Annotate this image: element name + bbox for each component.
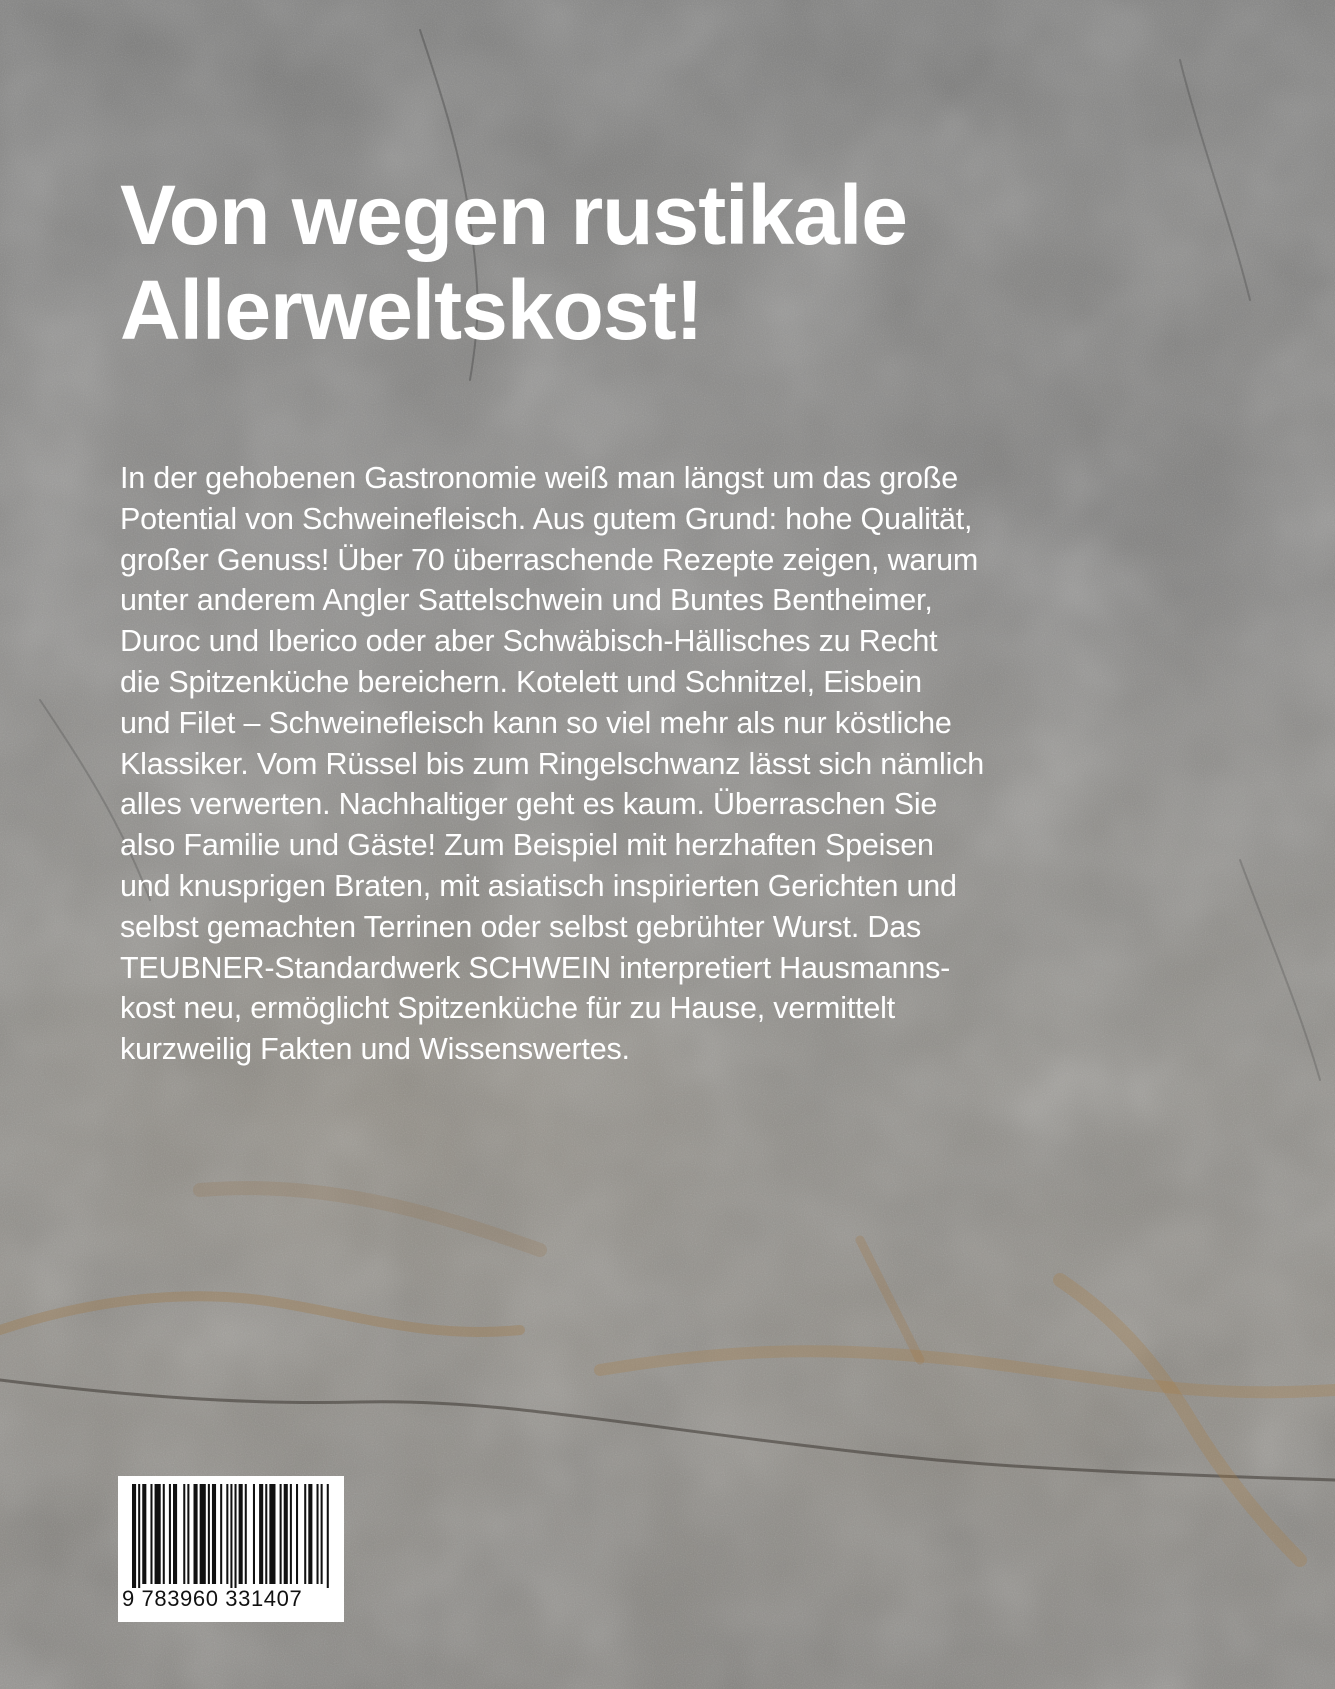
blurb-line: also Familie und Gäste! Zum Beispiel mit herzhaften Speisen [120, 828, 934, 863]
barcode-bar [239, 1484, 243, 1584]
barcode-bar [150, 1484, 152, 1584]
blurb-line: Klassiker. Vom Rüssel bis zum Ringelschwanz lässt sich nämlich [120, 746, 984, 781]
blurb-line: unter anderem Angler Sattelschwein und Buntes Bentheimer, [120, 583, 933, 618]
barcode-bar [220, 1484, 222, 1584]
barcode-bar [235, 1484, 237, 1588]
barcode-bar [317, 1484, 319, 1584]
blurb-line: alles verwerten. Nachhaltiger geht es kaum. Überraschen Sie [120, 787, 938, 822]
headline [120, 168, 1240, 358]
barcode-bar [173, 1484, 177, 1584]
blurb-line: TEUBNER-Standardwerk SCHWEIN interpretiert Hausmanns- [120, 950, 951, 985]
blurb-line: In der gehobenen Gastronomie weiß man längst um das große [120, 461, 958, 495]
isbn-barcode [118, 1476, 344, 1622]
barcode-bar [296, 1484, 298, 1584]
blurb-line: Duroc und Iberico oder aber Schwäbisch-Hällisches zu Recht [120, 624, 938, 659]
barcode-bar [208, 1484, 210, 1584]
barcode-bar [200, 1484, 206, 1584]
barcode-bar [142, 1484, 146, 1584]
blurb-line: und knusprigen Braten, mit asiatisch inspirierten Gerichten und [120, 868, 957, 903]
barcode-bar [194, 1484, 198, 1584]
barcode-bar [132, 1484, 136, 1588]
barcode-bar [245, 1484, 247, 1584]
barcode-bar [321, 1484, 323, 1584]
blurb-line: kost neu, ermöglicht Spitzenküche für zu Hause, vermittelt [120, 991, 895, 1026]
barcode-bar [269, 1484, 275, 1584]
barcode-bar [290, 1484, 292, 1584]
barcode-bar [284, 1484, 288, 1584]
headline-line: Allerweltskost! [120, 262, 703, 357]
barcode-bar [212, 1484, 216, 1584]
barcode-bar [280, 1484, 282, 1584]
blurb-line: selbst gemachten Terrinen oder selbst gebrühter Wurst. Das [120, 909, 922, 944]
barcode-bar [183, 1484, 185, 1584]
barcode-bar [138, 1484, 140, 1588]
barcode-bar [155, 1484, 161, 1584]
blurb-line: und Filet – Schweinefleisch kann so viel mehr als nur köstliche [120, 705, 952, 740]
barcode-bar [308, 1484, 312, 1584]
barcode-bar [163, 1484, 165, 1584]
barcode-bar [253, 1484, 255, 1584]
barcode-bar [226, 1484, 228, 1584]
barcode-bar [187, 1484, 189, 1584]
isbn-number: 9 783960 331407 [122, 1586, 303, 1611]
blurb-line: Potential von Schweinefleisch. Aus gutem Grund: hohe Qualität, [120, 501, 973, 536]
blurb-line: die Spitzenküche bereichern. Kotelett und Schnitzel, Eisbein [120, 664, 922, 699]
barcode-bar [265, 1484, 267, 1584]
barcode-bar [169, 1484, 171, 1584]
barcode-bar [230, 1484, 232, 1588]
blurb-paragraph [120, 458, 1240, 1070]
blurb-line: kurzweilig Fakten und Wissenswertes. [120, 1032, 630, 1067]
barcode-bar [327, 1484, 329, 1588]
blurb-line: großer Genuss! Über 70 überraschende Rezepte zeigen, warum [120, 542, 979, 577]
barcode-bar [259, 1484, 263, 1584]
headline-line: Von wegen rustikale [120, 168, 907, 262]
barcode-bars [118, 1476, 344, 1588]
barcode-bar [304, 1484, 306, 1584]
